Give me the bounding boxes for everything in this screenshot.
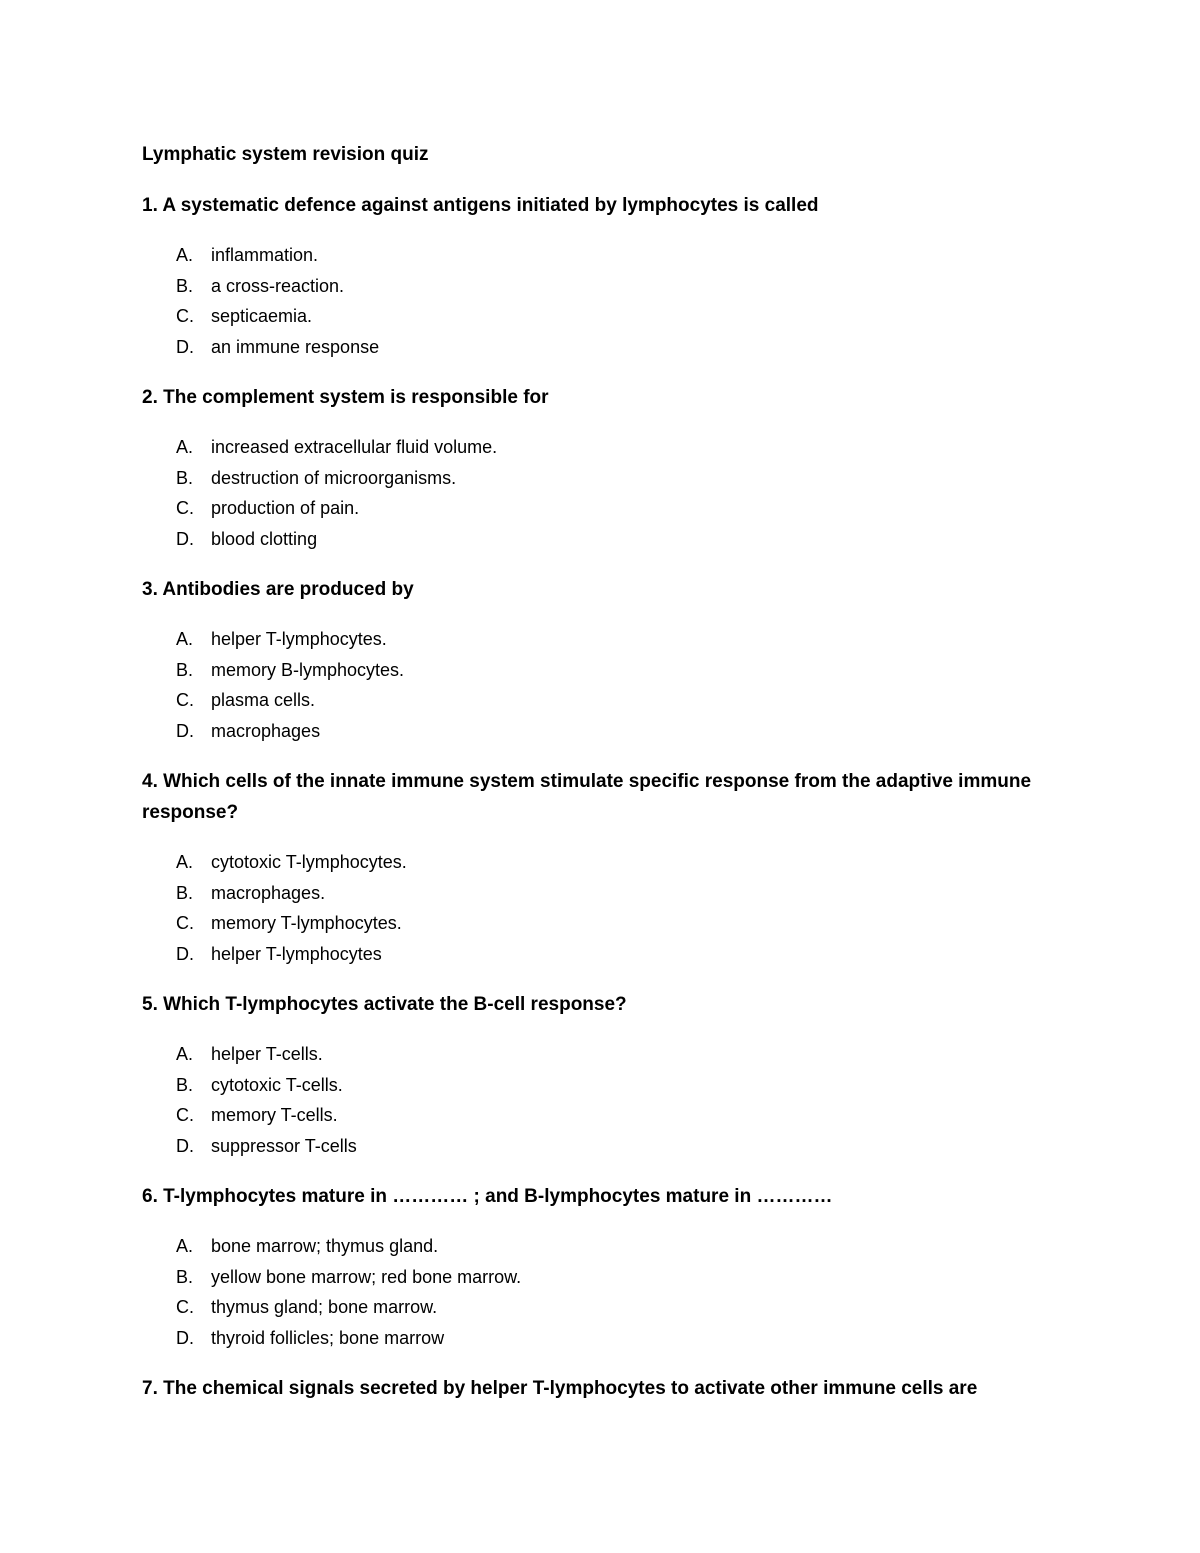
option-list	[142, 432, 1042, 554]
option-item	[142, 1262, 1042, 1293]
option-letter: D.	[176, 1135, 194, 1156]
option-text: memory T-lymphocytes.	[211, 913, 402, 933]
option-text: septicaemia.	[211, 306, 313, 326]
option-text: thyroid follicles; bone marrow	[211, 1327, 445, 1348]
option-list	[142, 847, 1042, 969]
option-text: helper T-lymphocytes.	[211, 629, 387, 649]
option-letter: C.	[176, 913, 194, 933]
option-list	[142, 240, 1042, 362]
question-text: 3. Antibodies are produced by	[142, 579, 414, 600]
option-item	[142, 908, 1042, 939]
option-list	[142, 1231, 1042, 1353]
option-item	[142, 939, 1042, 970]
option-item	[142, 1231, 1042, 1262]
option-letter: B.	[176, 1266, 194, 1287]
question-2	[142, 382, 1042, 554]
question-text: 1. A systematic defence against antigens initiated by lymphocytes is called	[142, 195, 819, 216]
question-4	[142, 766, 1042, 969]
question-5	[142, 989, 1042, 1161]
option-letter: D.	[176, 336, 194, 357]
option-letter: D.	[176, 528, 194, 549]
option-text: inflammation.	[211, 245, 319, 265]
option-letter: A.	[176, 1044, 194, 1064]
option-text: bone marrow; thymus gland.	[211, 1236, 439, 1256]
option-letter: B.	[176, 659, 194, 680]
option-letter: A.	[176, 1236, 194, 1256]
option-item	[142, 1131, 1042, 1162]
option-item	[142, 301, 1042, 332]
option-item	[142, 1100, 1042, 1131]
option-text: increased extracellular fluid volume.	[211, 437, 498, 457]
option-text: thymus gland; bone marrow.	[211, 1297, 438, 1317]
option-item	[142, 716, 1042, 747]
option-item	[142, 1070, 1042, 1101]
option-list	[142, 624, 1042, 746]
option-item	[142, 1323, 1042, 1354]
question-text: 5. Which T-lymphocytes activate the B-cell response?	[142, 994, 627, 1015]
option-item	[142, 271, 1042, 302]
option-item	[142, 878, 1042, 909]
option-letter: A.	[176, 629, 194, 649]
question-text: 4. Which cells of the innate immune system stimulate specific response from the adaptive immune response?	[142, 771, 1032, 823]
option-text: a cross-reaction.	[211, 275, 345, 296]
option-list	[142, 1039, 1042, 1161]
question-6	[142, 1181, 1042, 1353]
option-item	[142, 847, 1042, 878]
option-text: helper T-lymphocytes	[211, 943, 382, 964]
option-text: destruction of microorganisms.	[211, 467, 457, 488]
option-text: helper T-cells.	[211, 1044, 323, 1064]
question-text: 6. T-lymphocytes mature in ………… ; and B-lymphocytes mature in …………	[142, 1186, 833, 1207]
question-7	[142, 1373, 1042, 1404]
option-item	[142, 493, 1042, 524]
question-text: 2. The complement system is responsible for	[142, 387, 549, 408]
option-text: cytotoxic T-cells.	[211, 1074, 343, 1095]
option-letter: A.	[176, 245, 194, 265]
option-text: memory T-cells.	[211, 1105, 338, 1125]
option-item	[142, 655, 1042, 686]
option-letter: C.	[176, 306, 194, 326]
question-text: 7. The chemical signals secreted by helper T-lymphocytes to activate other immune cells are	[142, 1378, 978, 1399]
option-text: memory B-lymphocytes.	[211, 659, 405, 680]
option-letter: C.	[176, 1297, 194, 1317]
option-item	[142, 463, 1042, 494]
question-1	[142, 190, 1042, 362]
option-letter: C.	[176, 498, 194, 518]
option-text: cytotoxic T-lymphocytes.	[211, 852, 407, 872]
option-letter: A.	[176, 437, 194, 457]
option-letter: A.	[176, 852, 194, 872]
option-item	[142, 1292, 1042, 1323]
option-item	[142, 1039, 1042, 1070]
option-item	[142, 240, 1042, 271]
option-item	[142, 432, 1042, 463]
option-letter: D.	[176, 1327, 194, 1348]
option-letter: D.	[176, 720, 194, 741]
option-letter: B.	[176, 1074, 194, 1095]
option-text: plasma cells.	[211, 690, 316, 710]
option-item	[142, 685, 1042, 716]
option-letter: B.	[176, 882, 194, 903]
question-3	[142, 574, 1042, 746]
option-text: macrophages	[211, 720, 321, 741]
option-text: an immune response	[211, 336, 380, 357]
option-letter: B.	[176, 467, 194, 488]
option-letter: C.	[176, 1105, 194, 1125]
option-text: blood clotting	[211, 528, 318, 549]
document-title: Lymphatic system revision quiz	[142, 144, 429, 165]
option-letter: B.	[176, 275, 194, 296]
option-text: production of pain.	[211, 498, 360, 518]
option-item	[142, 332, 1042, 363]
document-page	[142, 140, 1042, 1424]
option-item	[142, 524, 1042, 555]
option-text: yellow bone marrow; red bone marrow.	[211, 1266, 522, 1287]
option-letter: C.	[176, 690, 194, 710]
option-letter: D.	[176, 943, 194, 964]
option-text: suppressor T-cells	[211, 1135, 357, 1156]
option-item	[142, 624, 1042, 655]
option-text: macrophages.	[211, 882, 326, 903]
